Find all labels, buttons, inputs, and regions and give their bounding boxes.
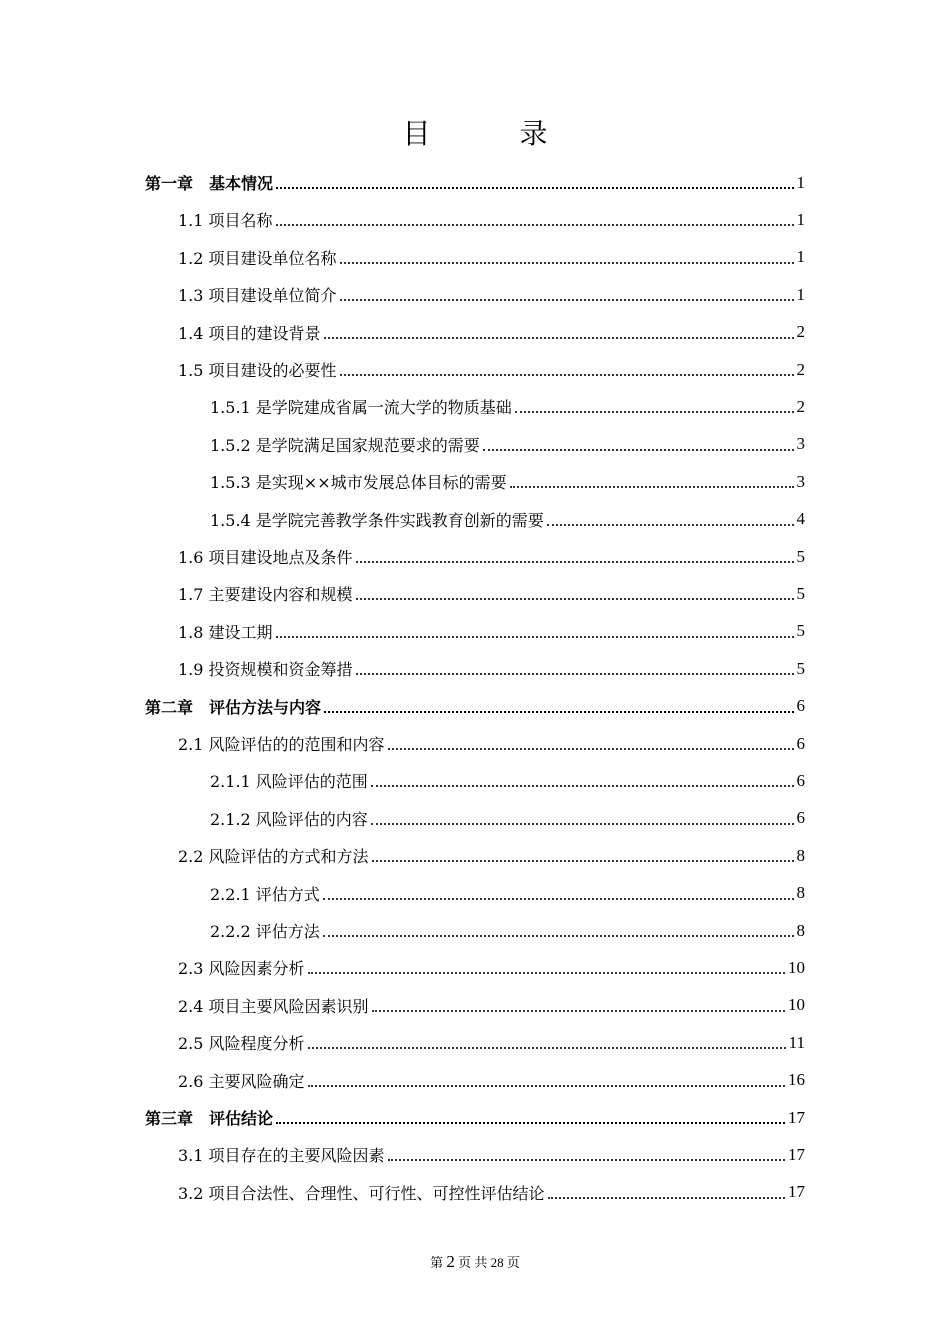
toc-entry-label: 1.7 主要建设内容和规模 — [178, 585, 353, 605]
footer-total-pages: 28 — [490, 1255, 504, 1270]
toc-entry-label: 1.5.2 是学院满足国家规范要求的需要 — [210, 435, 480, 455]
toc-dot-leader — [372, 1009, 785, 1012]
toc-entry[interactable] — [210, 388, 805, 425]
toc-entry-page-number: 6 — [796, 733, 805, 753]
toc-entry-page-number: 4 — [796, 509, 805, 529]
toc-entry-label: 1.5.3 是实现××城市发展总体目标的需要 — [210, 473, 507, 493]
toc-dot-leader — [308, 1084, 785, 1087]
toc-entry-page-number: 5 — [796, 583, 805, 603]
toc-entry-label: 1.3 项目建设单位简介 — [178, 286, 337, 306]
toc-entry[interactable] — [178, 1024, 805, 1061]
toc-entry-page-number: 17 — [788, 1182, 805, 1202]
footer-suffix: 页 — [506, 1255, 520, 1270]
toc-entry[interactable] — [178, 949, 805, 986]
toc-entry[interactable] — [178, 987, 805, 1024]
toc-entry-page-number: 10 — [788, 957, 805, 977]
toc-entry[interactable] — [210, 762, 805, 799]
toc-dot-leader — [510, 485, 794, 488]
toc-entry-page-number: 17 — [788, 1107, 805, 1127]
toc-entry-label: 2.2 风险评估的方式和方法 — [178, 847, 369, 867]
toc-dot-leader — [324, 710, 793, 713]
toc-entry-page-number: 17 — [788, 1144, 805, 1164]
toc-entry[interactable] — [178, 575, 805, 612]
toc-entry[interactable] — [210, 875, 805, 912]
toc-entry[interactable] — [210, 912, 805, 949]
toc-dot-leader — [276, 1121, 785, 1124]
toc-entry-label: 2.2.2 评估方法 — [210, 922, 320, 941]
toc-dot-leader — [371, 822, 794, 825]
toc-entry-page-number: 8 — [796, 845, 805, 865]
toc-entry-label: 2.1.1 风险评估的范围 — [210, 772, 368, 792]
toc-dot-leader — [388, 1158, 785, 1161]
page-title: 目 录 — [402, 117, 588, 150]
toc-dot-leader — [323, 934, 794, 937]
toc-chapter-entry[interactable] — [145, 1099, 805, 1136]
toc-dot-leader — [308, 1046, 786, 1049]
toc-entry-page-number: 6 — [796, 770, 805, 790]
toc-entry[interactable] — [210, 426, 805, 463]
toc-entry[interactable] — [178, 239, 805, 276]
toc-dot-leader — [547, 523, 794, 526]
toc-dot-leader — [276, 635, 794, 638]
toc-entry-page-number: 6 — [796, 808, 805, 828]
toc-entry-label: 2.6 主要风险确定 — [178, 1071, 305, 1091]
toc-entry-label: 2.3 风险因素分析 — [178, 959, 305, 979]
toc-entry-page-number: 1 — [796, 284, 805, 304]
toc-entry-page-number: 2 — [796, 396, 805, 416]
toc-entry-label: 1.5 项目建设的必要性 — [178, 361, 337, 380]
toc-entry-page-number: 1 — [796, 247, 805, 267]
toc-entry-page-number: 1 — [796, 172, 805, 192]
toc-entry-label: 第三章 评估结论 — [145, 1109, 274, 1128]
toc-entry[interactable] — [210, 800, 805, 837]
toc-dot-leader — [371, 784, 794, 787]
toc-dot-leader — [324, 336, 794, 339]
toc-entry[interactable] — [178, 538, 805, 575]
toc-entry-label: 2.5 风险程度分析 — [178, 1034, 305, 1054]
toc-entry-page-number: 3 — [796, 471, 805, 491]
toc-entry-page-number: 5 — [796, 621, 805, 641]
toc-entry[interactable] — [210, 501, 805, 538]
toc-entry-label: 1.4 项目的建设背景 — [178, 323, 321, 343]
toc-entry-page-number: 16 — [788, 1070, 805, 1090]
toc-dot-leader — [340, 261, 794, 264]
toc-entry-label: 1.1 项目名称 — [178, 211, 273, 231]
toc-entry-label: 2.4 项目主要风险因素识别 — [178, 996, 369, 1016]
toc-entry[interactable] — [178, 314, 805, 351]
toc-dot-leader — [323, 897, 794, 900]
toc-entry-label: 1.9 投资规模和资金筹措 — [178, 660, 353, 680]
toc-entry-label: 3.1 项目存在的主要风险因素 — [178, 1146, 385, 1166]
toc-entry[interactable] — [210, 463, 805, 500]
toc-dot-leader — [340, 373, 794, 376]
toc-entry-label: 1.5.1 是学院建成省属一流大学的物质基础 — [210, 398, 512, 418]
toc-entry[interactable] — [178, 1062, 805, 1099]
toc-dot-leader — [276, 186, 793, 189]
toc-entry[interactable] — [178, 1136, 805, 1173]
toc-dot-leader — [483, 448, 794, 451]
toc-dot-leader — [388, 747, 794, 750]
toc-entry[interactable] — [178, 201, 805, 238]
toc-entry-page-number: 10 — [788, 995, 805, 1015]
toc-entry-label: 2.1.2 风险评估的内容 — [210, 809, 368, 829]
toc-dot-leader — [308, 971, 785, 974]
toc-entry-page-number: 6 — [796, 696, 805, 716]
toc-dot-leader — [276, 223, 794, 226]
toc-entry-label: 1.5.4 是学院完善教学条件实践教育创新的需要 — [210, 510, 544, 530]
toc-entry-page-number: 5 — [796, 658, 805, 678]
toc-entry-page-number: 1 — [796, 209, 805, 229]
toc-entry-page-number: 2 — [796, 359, 805, 379]
footer-middle: 页 共 — [458, 1255, 488, 1270]
toc-entry[interactable] — [178, 351, 805, 388]
toc-dot-leader — [548, 1196, 785, 1199]
toc-entry[interactable] — [178, 1174, 805, 1211]
toc-entry[interactable] — [178, 276, 805, 313]
toc-entry-label: 2.2.1 评估方式 — [210, 884, 320, 904]
toc-entry[interactable] — [178, 613, 805, 650]
toc-entry-label: 第二章 评估方法与内容 — [145, 697, 322, 717]
toc-entry-page-number: 11 — [788, 1032, 805, 1052]
toc-entry-page-number: 8 — [796, 883, 805, 903]
toc-entry-label: 3.2 项目合法性、合理性、可行性、可控性评估结论 — [178, 1183, 545, 1203]
toc-entry-label: 1.2 项目建设单位名称 — [178, 248, 337, 268]
toc-entry-page-number: 3 — [796, 434, 805, 454]
toc-entry-page-number: 5 — [796, 546, 805, 566]
toc-entry-page-number: 2 — [796, 322, 805, 342]
toc-entry-label: 1.6 项目建设地点及条件 — [178, 548, 353, 567]
toc-chapter-entry[interactable] — [145, 164, 805, 201]
footer-current-page: 2 — [446, 1252, 455, 1271]
footer-prefix: 第 — [430, 1255, 444, 1270]
toc-entry-page-number: 8 — [796, 920, 805, 940]
page-footer — [0, 1252, 950, 1272]
toc-dot-leader — [356, 597, 794, 600]
toc-entry[interactable] — [178, 837, 805, 874]
toc-entry-label: 2.1 风险评估的的范围和内容 — [178, 735, 385, 754]
toc-entry-label: 1.8 建设工期 — [178, 622, 273, 642]
toc-dot-leader — [356, 672, 794, 675]
toc-dot-leader — [515, 410, 794, 413]
toc-dot-leader — [372, 859, 794, 862]
toc-entry[interactable] — [178, 650, 805, 687]
toc-chapter-entry[interactable] — [145, 688, 805, 725]
toc-entry-label: 第一章 基本情况 — [145, 174, 274, 193]
toc-dot-leader — [356, 560, 794, 563]
toc-entry[interactable] — [178, 725, 805, 762]
toc-dot-leader — [340, 298, 794, 301]
